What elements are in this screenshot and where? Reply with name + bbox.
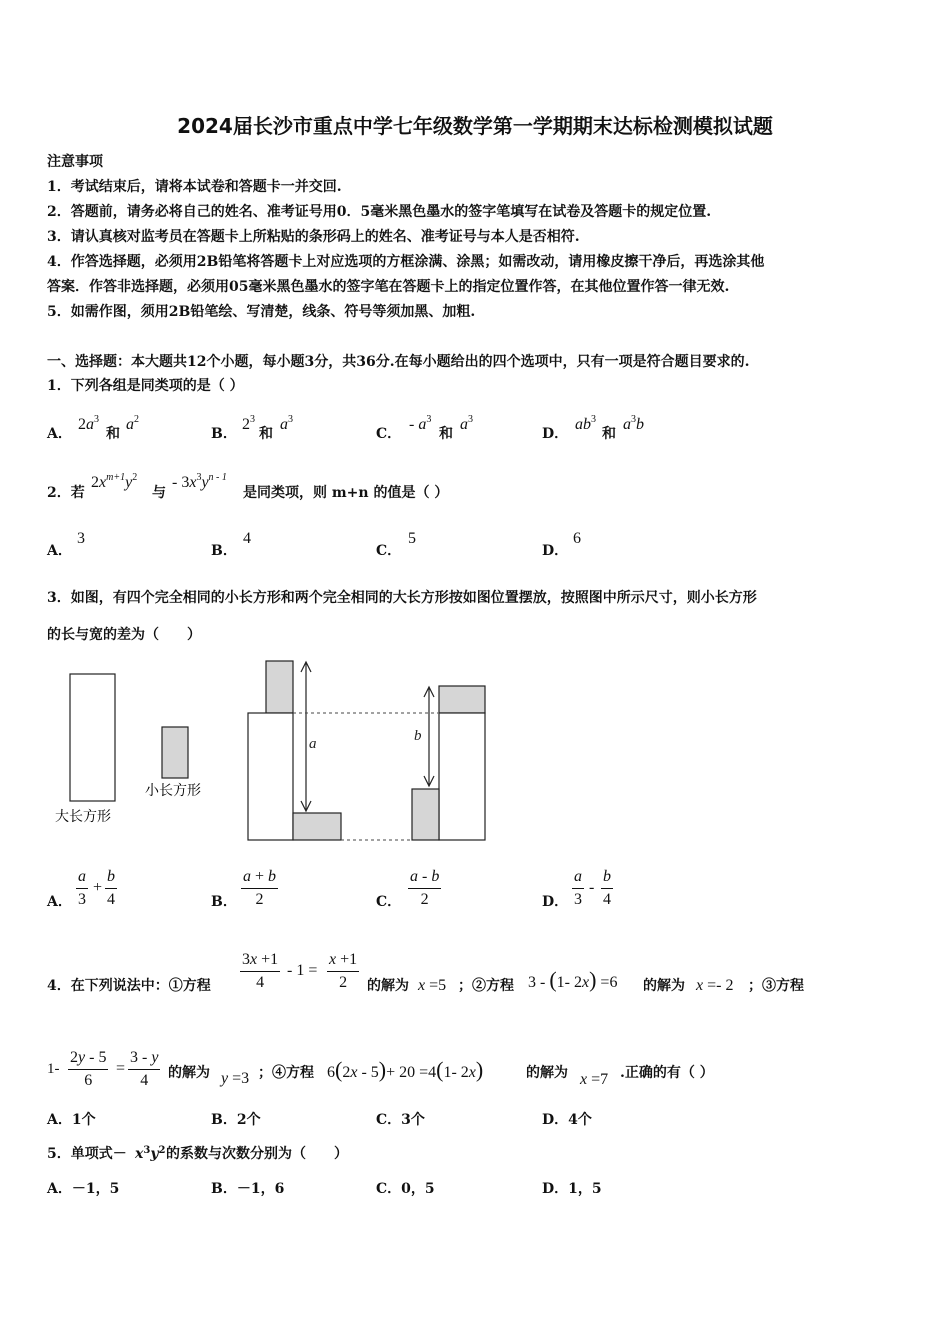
q4-eq1-left: 3x +1 4 — [242, 951, 279, 991]
equals-sign: = — [116, 1060, 126, 1077]
q2-option-d-value: 6 — [573, 530, 581, 547]
notice-item: 1．考试结束后，请将本试卷和答题卡一并交回. — [47, 179, 342, 195]
section-heading: 一、选择题：本大题共12个小题，每小题3分，共36分.在每小题给出的四个选项中，只有一项是符合题目要求的. — [47, 354, 750, 370]
option-letter: C． — [376, 543, 402, 559]
q4-eq1-right: x +1 2 — [329, 951, 358, 991]
small-rectangle — [439, 686, 485, 713]
q5-option-a: A．－1，5 — [47, 1181, 120, 1197]
and-word: 和 — [106, 426, 120, 442]
option-letter: A． — [47, 426, 72, 442]
q2-term1: $2x^{m+1}y^2$ — [91, 472, 138, 491]
q3-b-frac: a + b 2 — [243, 868, 277, 908]
exam-title: 2024届长沙市重点中学七年级数学第一学期期末达标检测模拟试题 — [177, 114, 773, 138]
q4-prefix: 4．在下列说法中：①方程 — [47, 978, 211, 994]
q4-eq2: 3 - (1- 2x) =6 — [528, 967, 618, 992]
q1-d-term1: $ab^3$ — [575, 414, 596, 433]
q1-c-term1: - $a^3$ — [409, 414, 432, 433]
q3-a-frac2: b 4 — [107, 868, 115, 908]
dimension-a-label: a — [309, 736, 317, 752]
dimension-b-label: b — [414, 728, 422, 744]
q3-c-frac: a - b 2 — [410, 868, 440, 908]
q4-option-d: D．4个 — [542, 1112, 592, 1128]
q2-option-a-value: 3 — [77, 530, 85, 547]
plus-sign: + — [93, 879, 103, 896]
rectangles-figure — [0, 650, 520, 850]
q4-mid4: ；④方程 — [258, 1065, 314, 1081]
notice-heading: 注意事项 — [47, 154, 103, 170]
q2-prefix: 2．若 — [47, 485, 85, 501]
q1-a-term2: $a^2$ — [126, 414, 139, 433]
big-rectangle-label: 大长方形 — [55, 809, 111, 825]
q4-sol2-text: 的解为 — [643, 978, 685, 994]
q4-sol1-value: x =5 — [418, 977, 447, 994]
option-letter: C． — [376, 894, 402, 910]
small-rectangle-sample — [162, 727, 188, 778]
q2-option-c-value: 5 — [408, 530, 416, 547]
q4-eq4: 6(2x - 5)+ 20 =4(1- 2x) — [327, 1057, 484, 1082]
small-rectangle — [266, 661, 293, 713]
q4-mid3: ；③方程 — [748, 978, 804, 994]
q4-eq3-prefix: 1- — [47, 1061, 60, 1077]
q1-b-term1: $2^3$ — [242, 414, 255, 433]
q4-end: .正确的有（ ） — [620, 1065, 714, 1081]
q4-option-b: B．2个 — [211, 1112, 261, 1128]
q5-option-b: B．－1，6 — [211, 1181, 285, 1197]
q5-suffix: 的系数与次数分别为（ ） — [166, 1146, 348, 1162]
q5-prefix: 5．单项式－ — [47, 1146, 127, 1162]
option-letter: C． — [376, 426, 402, 442]
and-word: 和 — [439, 426, 453, 442]
q5-option-d: D．1，5 — [542, 1181, 602, 1197]
small-rectangle — [412, 789, 439, 840]
option-letter: B． — [211, 426, 237, 442]
small-rectangle — [293, 813, 341, 840]
big-rectangle — [439, 713, 485, 840]
and-word: 和 — [602, 426, 616, 442]
q3-a-frac1: a 3 — [78, 868, 86, 908]
q4-option-c: C．3个 — [376, 1112, 425, 1128]
q5-monomial: $x^3y^2$ — [135, 1145, 166, 1162]
q4-sol2-value: x =- 2 — [696, 977, 734, 994]
q5-option-c: C．0，5 — [376, 1181, 435, 1197]
q2-option-b-value: 4 — [243, 530, 251, 547]
q4-option-a: A．1个 — [47, 1112, 96, 1128]
option-letter: B． — [211, 894, 237, 910]
option-letter: B． — [211, 543, 237, 559]
q2-term2: - $3x^3y^{n - 1}$ — [172, 472, 227, 491]
q3-d-frac1: a 3 — [574, 868, 582, 908]
q4-sol1-text: 的解为 — [367, 978, 409, 994]
minus-sign: - — [589, 879, 595, 896]
big-rectangle-sample — [70, 674, 115, 801]
and-word: 和 — [259, 426, 273, 442]
notice-item: 答案．作答非选择题，必须用05毫米黑色墨水的签字笔在答题卡上的指定位置作答，在其他位置作答一律无效. — [47, 279, 730, 295]
q4-sol4-text: 的解为 — [526, 1065, 568, 1081]
q1-b-term2: $a^3$ — [280, 414, 293, 433]
q3-stem-line2: 的长与宽的差为（ ） — [47, 627, 201, 643]
q4-sol3-value: y =3 — [221, 1070, 250, 1087]
q4-sol3-text: 的解为 — [168, 1065, 210, 1081]
big-rectangle — [248, 713, 293, 840]
option-letter: A． — [47, 543, 72, 559]
option-letter: D． — [542, 894, 569, 910]
q1-c-term2: $a^3$ — [460, 414, 473, 433]
q4-eq1-mid: - 1 = — [287, 962, 318, 979]
q3-stem-line1: 3．如图，有四个完全相同的小长方形和两个完全相同的大长方形按如图位置摆放，按照图中所示尺寸，则小长方形 — [47, 590, 757, 606]
q4-mid2: ；②方程 — [458, 978, 514, 994]
q4-eq3-right: 3 - y 4 — [130, 1049, 159, 1089]
q1-d-term2: $a^3b$ — [623, 414, 644, 433]
q1-a-term1: $2a^3$ — [78, 414, 99, 433]
q4-eq3-left: 2y - 5 6 — [70, 1049, 107, 1089]
option-letter: D． — [542, 543, 569, 559]
q1-stem: 1．下列各组是同类项的是（ ） — [47, 378, 244, 394]
small-rectangle-label: 小长方形 — [145, 783, 201, 799]
option-letter: A． — [47, 894, 72, 910]
q4-sol4-value: x =7 — [580, 1071, 609, 1088]
q2-suffix: 是同类项，则 m+n 的值是（ ） — [243, 485, 449, 501]
notice-item: 5．如需作图，须用2B铅笔绘、写清楚，线条、符号等须加黑、加粗. — [47, 304, 476, 320]
notice-item: 4．作答选择题，必须用2B铅笔将答题卡上对应选项的方框涂满、涂黑；如需改动，请用橡皮擦干净后，再选涂其他 — [47, 254, 765, 270]
option-letter: D． — [542, 426, 569, 442]
q2-mid: 与 — [152, 485, 166, 501]
notice-item: 2．答题前，请务必将自己的姓名、准考证号用0．5毫米黑色墨水的签字笔填写在试卷及答题卡的规定位置. — [47, 204, 712, 220]
q3-d-frac2: b 4 — [603, 868, 611, 908]
notice-item: 3．请认真核对监考员在答题卡上所粘贴的条形码上的姓名、准考证号与本人是否相符. — [47, 229, 580, 245]
